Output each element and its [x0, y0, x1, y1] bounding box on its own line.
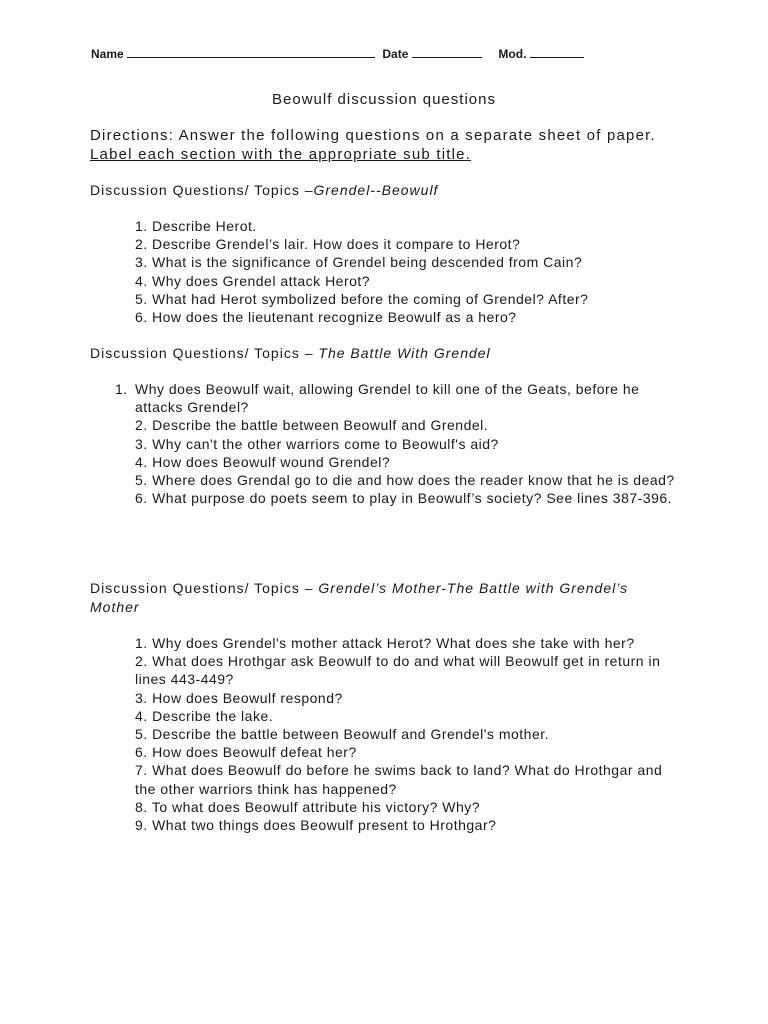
directions [90, 126, 680, 164]
list-item: 3. Why can't the other warriors come to Beowulf's aid? [135, 435, 499, 452]
section-heading-italic: The Battle With Grendel [318, 345, 491, 361]
date-blank[interactable] [412, 46, 482, 58]
worksheet-header [91, 46, 691, 61]
list-item: 5. Describe the battle between Beowulf and Grendel's mother. [135, 726, 550, 743]
section-heading-3 [90, 579, 630, 617]
list-item: 1. Why does Grendel's mother attack Herot? What does she take with her? [135, 635, 635, 651]
mod-label: Mod. [498, 47, 527, 61]
mod-blank[interactable] [530, 46, 584, 58]
list-item: 6. How does Beowulf defeat her? [135, 744, 357, 761]
directions-text: Directions: Answer the following questions on a separate sheet of paper. [90, 127, 656, 144]
name-blank[interactable] [127, 46, 375, 58]
question-text: Why does Grendel attack Herot? [152, 272, 371, 289]
list-item: 5. What had Herot symbolized before the coming of Grendel? After? [135, 290, 589, 307]
list-item: 4. Describe the lake. [135, 707, 274, 724]
list-item: 2. What does Hrothgar ask Beowulf to do and what will Beowulf get in return in lines 443-449? [135, 653, 661, 688]
section-heading-2 [90, 344, 690, 363]
date-label: Date [382, 47, 409, 61]
list-item: 7. What does Beowulf do before he swims back to land? What do Hrothgar and the other warriors think has happened? [135, 762, 663, 797]
question-text: Describe Herot. [152, 218, 257, 234]
question-text: What is the significance of Grendel being descended from Cain? [152, 254, 583, 271]
question-text: What had Herot symbolized before the coming of Grendel? After? [152, 290, 589, 307]
section-heading-prefix: Discussion Questions/ Topics – [90, 580, 319, 596]
section-heading-1 [90, 181, 690, 200]
list-item: 2. Describe the battle between Beowulf and Grendel. [135, 417, 489, 434]
question-text: Describe Grendel’s lair. How does it compare to Herot? [152, 236, 521, 253]
section-heading-prefix: Discussion Questions/ Topics – [90, 182, 314, 198]
list-item: 6. What purpose do poets seem to play in Beowulf’s society? See lines 387-396. [135, 490, 673, 507]
question-number: 1. [115, 381, 128, 397]
section-heading-italic: Grendel’s Mother-The Battle with Grendel’s Mother [90, 580, 629, 615]
list-item: 3. How does Beowulf respond? [135, 689, 343, 706]
list-item: 4. Why does Grendel attack Herot? [135, 272, 371, 289]
list-item [115, 380, 675, 416]
question-list-2 [115, 380, 675, 507]
list-item: 4. How does Beowulf wound Grendel? [135, 453, 391, 470]
section-heading-italic: Grendel--Beowulf [313, 182, 439, 198]
list-item: 2. Describe Grendel’s lair. How does it compare to Herot? [135, 236, 521, 253]
list-item: 5. Where does Grendal go to die and how does the reader know that he is dead? [135, 472, 675, 489]
list-item: 1. Describe Herot. [135, 218, 257, 234]
page-title: Beowulf discussion questions [272, 91, 496, 108]
list-item: 8. To what does Beowulf attribute his victory? Why? [135, 798, 481, 815]
section-heading-prefix: Discussion Questions/ Topics – [90, 345, 319, 361]
directions-underlined: Label each section with the appropriate sub title. [90, 146, 472, 163]
question-text: How does the lieutenant recognize Beowulf as a hero? [152, 309, 517, 326]
list-item: 6. How does the lieutenant recognize Beowulf as a hero? [135, 309, 517, 326]
question-text: Why does Beowulf wait, allowing Grendel to kill one of the Geats, before he attacks Grendel? [135, 381, 640, 416]
name-label: Name [91, 47, 124, 61]
question-list-3 [135, 634, 675, 834]
list-item: 3. What is the significance of Grendel being descended from Cain? [135, 254, 583, 271]
list-item: 9. What two things does Beowulf present to Hrothgar? [135, 817, 497, 834]
question-list-1 [135, 217, 692, 326]
